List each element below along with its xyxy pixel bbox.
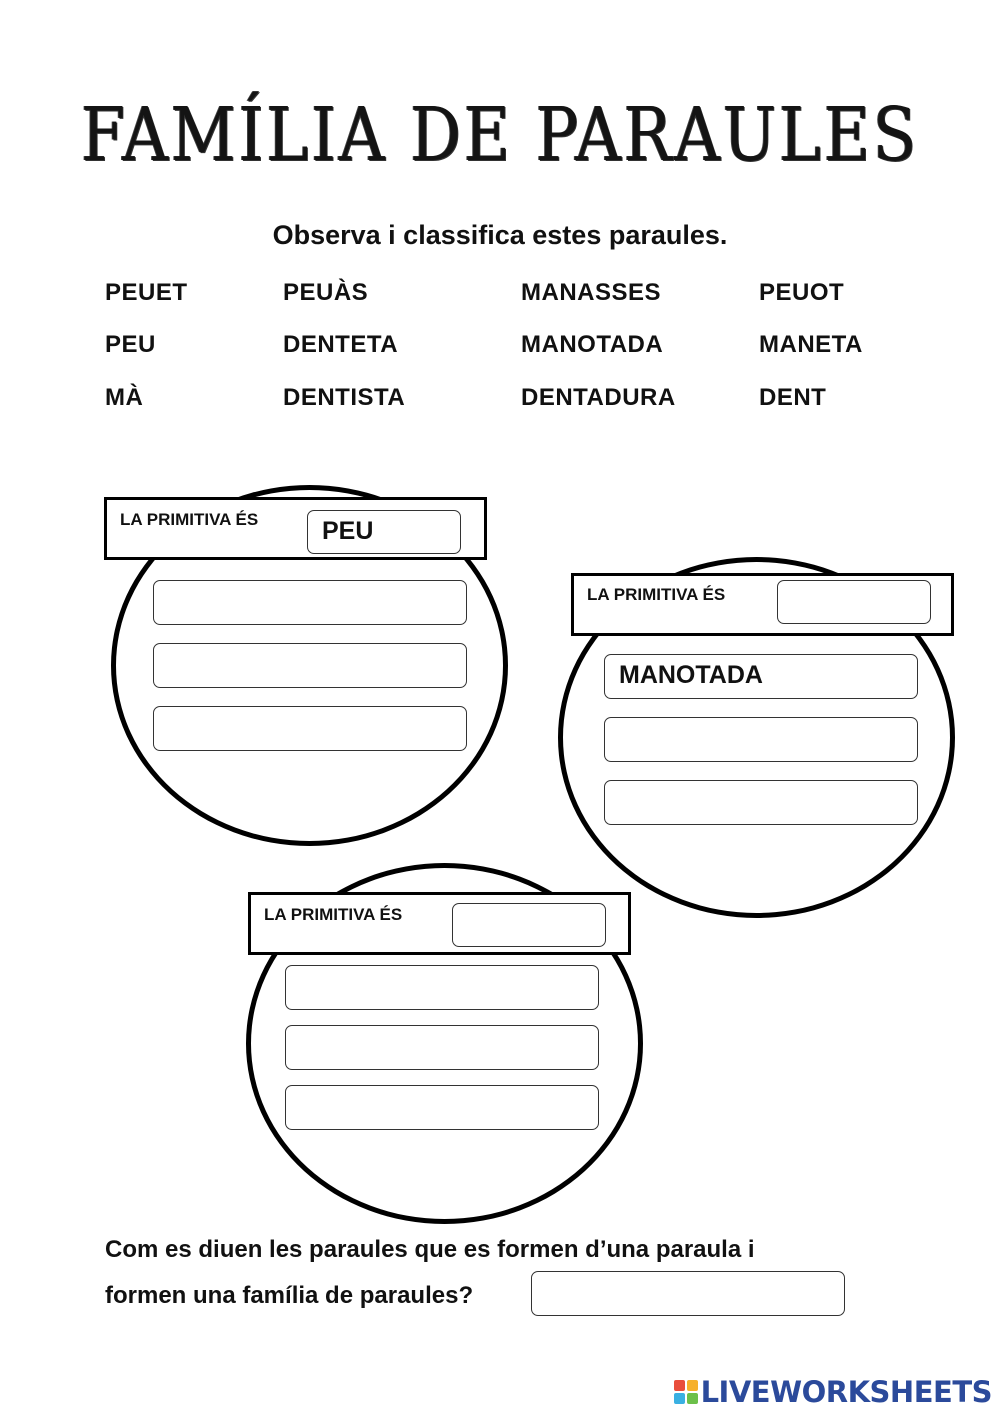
word-item: PEUOT bbox=[759, 279, 845, 306]
word-item: PEU bbox=[105, 331, 156, 358]
primitive-label: LA PRIMITIVA ÉS bbox=[264, 905, 403, 924]
logo-square bbox=[674, 1380, 685, 1391]
logo-icon bbox=[674, 1380, 698, 1404]
question-line-2: formen una família de paraules? bbox=[105, 1282, 474, 1309]
primitive-label: LA PRIMITIVA ÉS bbox=[120, 510, 259, 529]
answer-input[interactable] bbox=[285, 1085, 599, 1130]
word-item: MANOTADA bbox=[521, 331, 664, 358]
primitive-input[interactable]: PEU bbox=[307, 510, 461, 554]
answer-input[interactable] bbox=[604, 780, 918, 825]
question-line-1: Com es diuen les paraules que es formen d’una paraula i bbox=[105, 1236, 755, 1263]
answer-input[interactable] bbox=[153, 580, 467, 625]
logo-text: LIVEWORKSHEETS bbox=[700, 1375, 992, 1409]
primitive-input[interactable] bbox=[452, 903, 606, 947]
answer-input[interactable] bbox=[285, 965, 599, 1010]
answer-input[interactable] bbox=[285, 1025, 599, 1070]
logo-square bbox=[687, 1393, 698, 1404]
liveworksheets-logo bbox=[674, 1376, 992, 1408]
word-item: DENTETA bbox=[283, 331, 399, 358]
word-item: DENTISTA bbox=[283, 384, 406, 411]
answer-input[interactable]: MANOTADA bbox=[604, 654, 918, 699]
word-item: PEUÀS bbox=[283, 279, 369, 306]
answer-input[interactable] bbox=[153, 643, 467, 688]
word-item: DENTADURA bbox=[521, 384, 676, 411]
answer-input[interactable] bbox=[153, 706, 467, 751]
word-item: MÀ bbox=[105, 384, 144, 411]
primitive-input[interactable] bbox=[777, 580, 931, 624]
answer-input[interactable] bbox=[604, 717, 918, 762]
logo-square bbox=[674, 1393, 685, 1404]
word-item: PEUET bbox=[105, 279, 188, 306]
word-item: DENT bbox=[759, 384, 827, 411]
logo-square bbox=[687, 1380, 698, 1391]
word-item: MANASSES bbox=[521, 279, 662, 306]
page-title: FAMÍLIA DE PARAULES bbox=[81, 92, 919, 178]
instruction-text: Observa i classifica estes paraules. bbox=[272, 220, 728, 250]
primitive-label: LA PRIMITIVA ÉS bbox=[587, 585, 726, 604]
question-answer-input[interactable] bbox=[531, 1271, 845, 1316]
word-item: MANETA bbox=[759, 331, 863, 358]
